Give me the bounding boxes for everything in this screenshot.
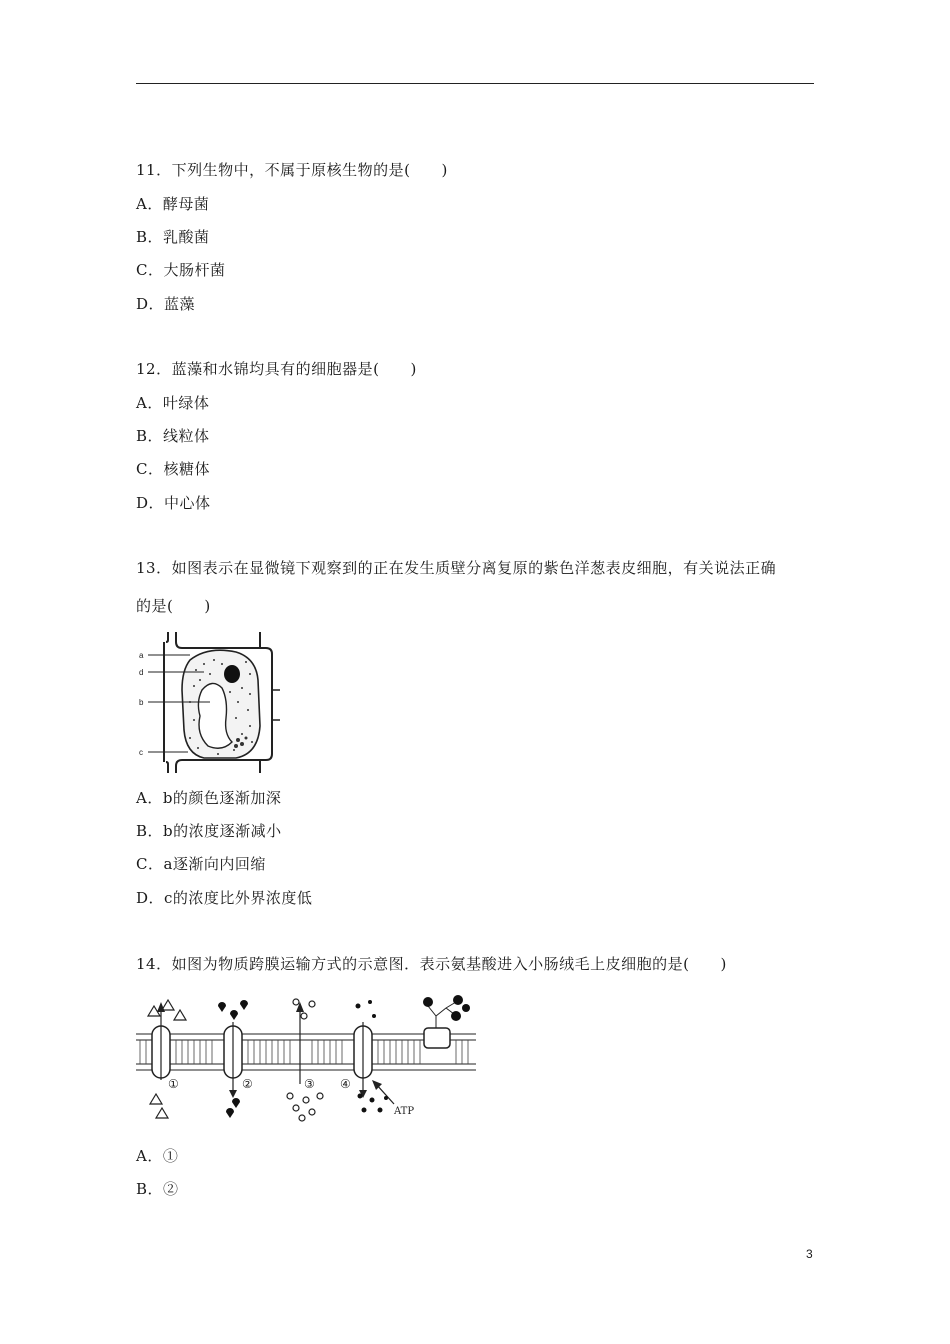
question-12-stem: 12．蓝藻和水锦均具有的细胞器是( )	[136, 360, 417, 378]
atp-label: ATP	[394, 1106, 415, 1117]
question-11-option-b: B．乳酸菌	[136, 228, 210, 246]
figure-label-b: b	[139, 698, 144, 707]
plant-cell-figure	[138, 630, 283, 775]
question-13-option-c: C．a逐渐向内回缩	[136, 855, 266, 873]
question-13-stem-line1: 13．如图表示在显微镜下观察到的正在发生质壁分离复原的紫色洋葱表皮细胞，有关说法正确	[136, 559, 777, 577]
question-11-stem: 11．下列生物中，不属于原核生物的是( )	[136, 161, 448, 179]
question-14-option-a: A．①	[136, 1147, 179, 1165]
figure-label-3: ③	[304, 1077, 315, 1091]
membrane-transport-figure	[136, 992, 478, 1122]
question-13-option-d: D．c的浓度比外界浓度低	[136, 889, 313, 907]
figure-label-1: ①	[168, 1077, 179, 1091]
question-11-option-c: C．大肠杆菌	[136, 261, 226, 279]
question-11-option-d: D．蓝藻	[136, 295, 196, 313]
question-12-option-c: C．核糖体	[136, 460, 210, 478]
question-12-option-a: A．叶绿体	[136, 394, 210, 412]
question-11-option-a: A．酵母菌	[136, 195, 210, 213]
figure-label-d: d	[139, 668, 144, 677]
page-number: 3	[806, 1247, 813, 1261]
question-14-option-b: B．②	[136, 1180, 179, 1198]
question-13-option-a: A．b的颜色逐渐加深	[136, 789, 282, 807]
figure-label-a: a	[139, 651, 144, 660]
question-13-stem-line2: 的是( )	[136, 597, 211, 615]
figure-label-c: c	[139, 748, 143, 757]
question-12-option-b: B．线粒体	[136, 427, 210, 445]
header-rule	[136, 83, 814, 84]
question-13-option-b: B．b的浓度逐渐减小	[136, 822, 282, 840]
figure-label-4: ④	[340, 1077, 351, 1091]
question-14-stem: 14．如图为物质跨膜运输方式的示意图．表示氨基酸进入小肠绒毛上皮细胞的是( )	[136, 955, 727, 973]
figure-label-2: ②	[242, 1077, 253, 1091]
question-12-option-d: D．中心体	[136, 494, 211, 512]
